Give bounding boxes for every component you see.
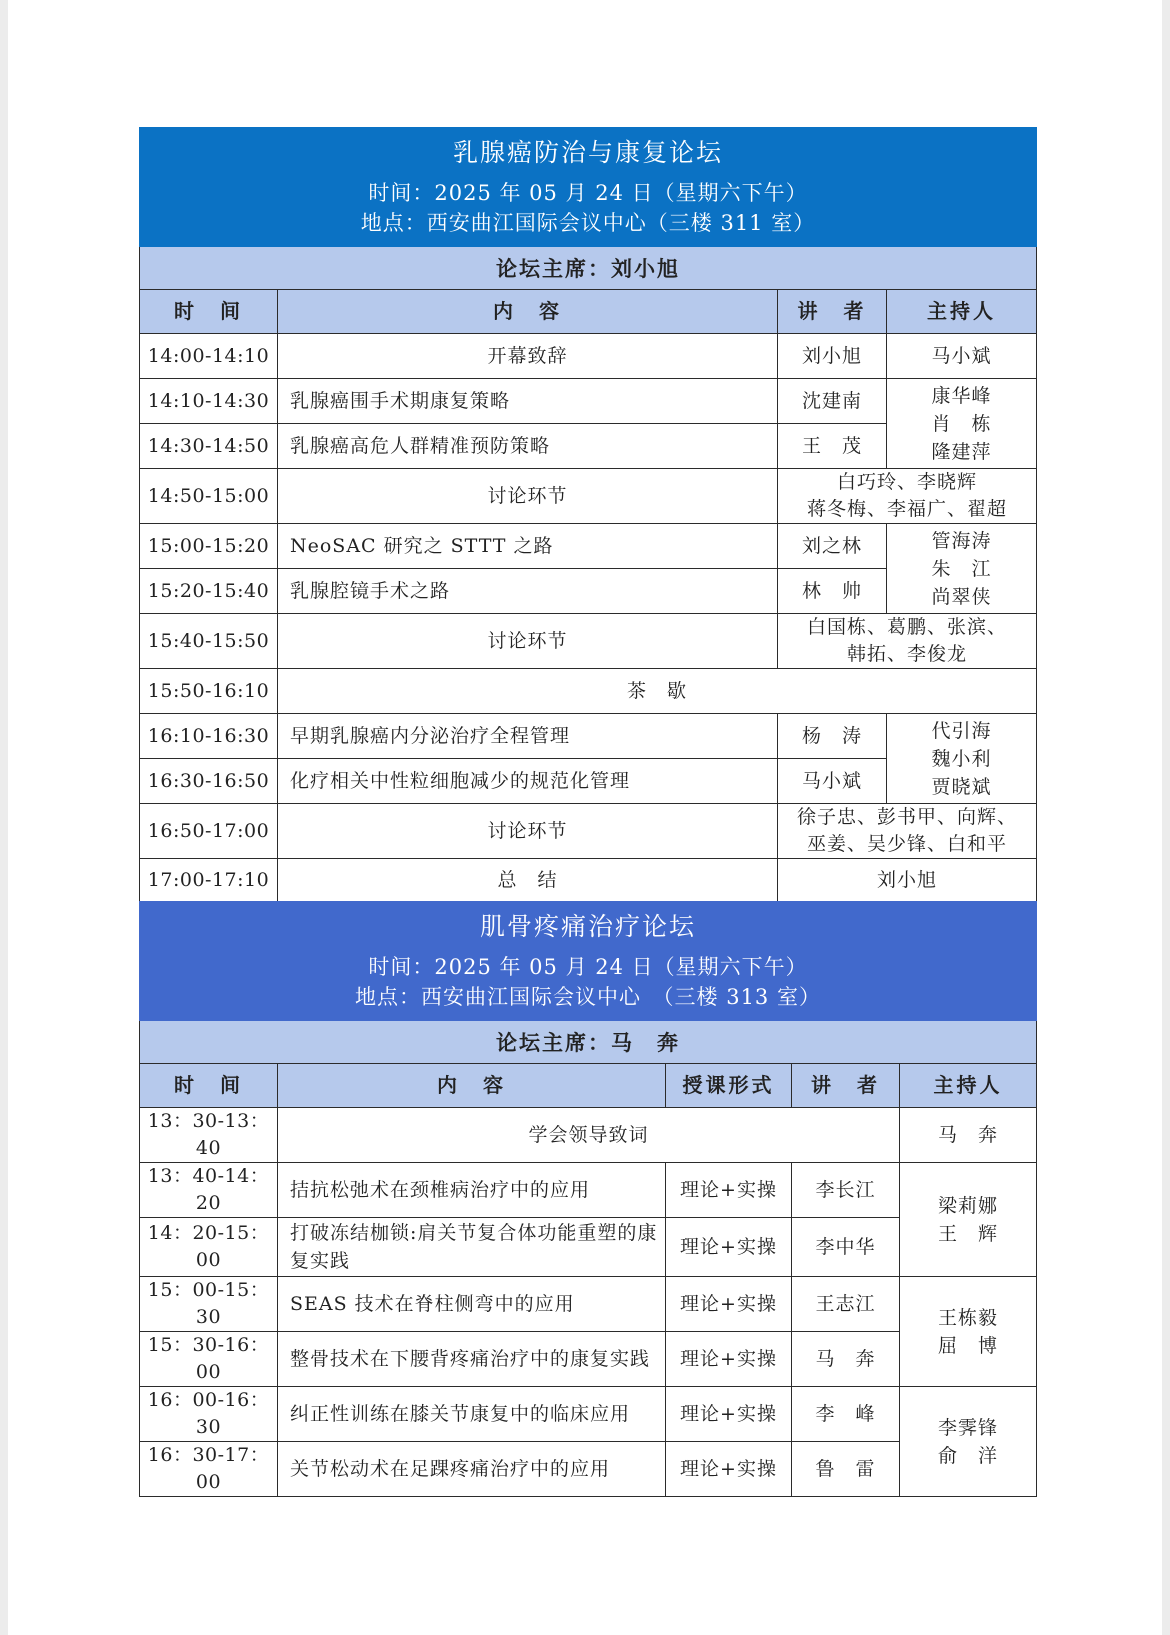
row-content: 讨论环节 bbox=[278, 469, 778, 524]
host-name: 管海涛 bbox=[931, 529, 992, 552]
host-name: 康华峰 bbox=[931, 384, 992, 407]
row-time: 16：00-16：30 bbox=[140, 1387, 278, 1442]
forum1-chair: 论坛主席：刘小旭 bbox=[140, 247, 1037, 290]
host-name: 朱 江 bbox=[931, 557, 992, 580]
discussant-line: 蒋冬梅、李福广、翟超 bbox=[806, 498, 1007, 520]
forum1-time: 时间：2025 年 05 月 24 日（星期六下午） bbox=[368, 181, 808, 205]
row-time: 15：00-15：30 bbox=[140, 1277, 278, 1332]
discussant-line: 白国栋、葛鹏、张滨、 bbox=[806, 616, 1007, 638]
row-time: 16:50-17:00 bbox=[140, 804, 278, 859]
forum2-banner bbox=[140, 902, 1037, 1021]
row-speaker: 马小斌 bbox=[778, 759, 887, 804]
row-speaker: 刘之林 bbox=[778, 524, 887, 569]
row-time: 14:10-14:30 bbox=[140, 379, 278, 424]
row-time: 17:00-17:10 bbox=[140, 859, 278, 902]
discussant-line: 白巧玲、李晓辉 bbox=[836, 471, 977, 493]
header-time: 时 间 bbox=[140, 290, 278, 334]
row-content: 茶 歇 bbox=[278, 669, 1037, 714]
row-format: 理论+实操 bbox=[666, 1442, 792, 1497]
row-speaker: 李 峰 bbox=[792, 1387, 900, 1442]
row-host bbox=[887, 379, 1037, 469]
row-speaker: 杨 涛 bbox=[778, 714, 887, 759]
host-name: 魏小利 bbox=[931, 747, 992, 770]
header-host: 主持人 bbox=[887, 290, 1037, 334]
forum2-venue: 地点：西安曲江国际会议中心 （三楼 313 室） bbox=[355, 985, 821, 1009]
row-content: 讨论环节 bbox=[278, 804, 778, 859]
row-speaker: 李长江 bbox=[792, 1163, 900, 1218]
host-name: 肖 栋 bbox=[931, 412, 992, 435]
row-time: 15:20-15:40 bbox=[140, 569, 278, 614]
row-host: 马 奔 bbox=[900, 1108, 1037, 1163]
row-speaker: 王志江 bbox=[792, 1277, 900, 1332]
table-row bbox=[140, 1163, 1037, 1218]
table-row bbox=[140, 524, 1037, 569]
row-format: 理论+实操 bbox=[666, 1218, 792, 1277]
row-time: 14：20-15：00 bbox=[140, 1218, 278, 1277]
row-content: 讨论环节 bbox=[278, 614, 778, 669]
row-discussants bbox=[778, 469, 1037, 524]
host-name: 俞 洋 bbox=[938, 1444, 999, 1467]
row-host bbox=[900, 1277, 1037, 1387]
row-format: 理论+实操 bbox=[666, 1332, 792, 1387]
row-format: 理论+实操 bbox=[666, 1277, 792, 1332]
row-time: 15:00-15:20 bbox=[140, 524, 278, 569]
row-speaker: 鲁 雷 bbox=[792, 1442, 900, 1497]
table-row bbox=[140, 469, 1037, 524]
header-format: 授课形式 bbox=[666, 1064, 792, 1108]
row-speaker: 林 帅 bbox=[778, 569, 887, 614]
table-row bbox=[140, 804, 1037, 859]
row-time: 16：30-17：00 bbox=[140, 1442, 278, 1497]
table-row bbox=[140, 859, 1037, 902]
row-content bbox=[278, 1218, 666, 1277]
row-speaker: 王 茂 bbox=[778, 424, 887, 469]
table-row bbox=[140, 1108, 1037, 1163]
table-row bbox=[140, 334, 1037, 379]
header-content: 内 容 bbox=[278, 1064, 666, 1108]
host-name: 代引海 bbox=[931, 719, 992, 742]
discussant-line: 徐子忠、彭书甲、向辉、 bbox=[796, 806, 1017, 828]
table-row bbox=[140, 669, 1037, 714]
row-time: 15:40-15:50 bbox=[140, 614, 278, 669]
row-time: 14:00-14:10 bbox=[140, 334, 278, 379]
row-content: 纠正性训练在膝关节康复中的临床应用 bbox=[278, 1387, 666, 1442]
forum2-table bbox=[139, 901, 1037, 1497]
table-row bbox=[140, 714, 1037, 759]
row-speaker: 马 奔 bbox=[792, 1332, 900, 1387]
row-speaker: 沈建南 bbox=[778, 379, 887, 424]
row-time: 16:10-16:30 bbox=[140, 714, 278, 759]
forum1-venue: 地点：西安曲江国际会议中心（三楼 311 室） bbox=[360, 211, 816, 235]
row-content: 开幕致辞 bbox=[278, 334, 778, 379]
discussant-line: 韩拓、李俊龙 bbox=[846, 643, 967, 665]
row-time: 16:30-16:50 bbox=[140, 759, 278, 804]
host-name: 王栋毅 bbox=[938, 1306, 999, 1329]
row-format: 理论+实操 bbox=[666, 1387, 792, 1442]
row-format: 理论+实操 bbox=[666, 1163, 792, 1218]
header-content: 内 容 bbox=[278, 290, 778, 334]
row-content: 总 结 bbox=[278, 859, 778, 902]
forum2-title: 肌骨疼痛治疗论坛 bbox=[480, 912, 697, 941]
header-speaker: 讲 者 bbox=[792, 1064, 900, 1108]
table-row bbox=[140, 614, 1037, 669]
content-line: 打破冻结枷锁:肩关节复合体功能重塑的康 bbox=[290, 1222, 658, 1244]
row-time: 15：30-16：00 bbox=[140, 1332, 278, 1387]
row-host bbox=[887, 714, 1037, 804]
row-content: 整骨技术在下腰背疼痛治疗中的康复实践 bbox=[278, 1332, 666, 1387]
header-time: 时 间 bbox=[140, 1064, 278, 1108]
host-name: 隆建萍 bbox=[931, 440, 992, 463]
row-host bbox=[900, 1163, 1037, 1277]
row-content: NeoSAC 研究之 STTT 之路 bbox=[278, 524, 778, 569]
row-content: 乳腺腔镜手术之路 bbox=[278, 569, 778, 614]
host-name: 尚翠侠 bbox=[931, 585, 992, 608]
row-discussants bbox=[778, 804, 1037, 859]
row-content: 学会领导致词 bbox=[278, 1108, 900, 1163]
row-content: 早期乳腺癌内分泌治疗全程管理 bbox=[278, 714, 778, 759]
forum1-title: 乳腺癌防治与康复论坛 bbox=[452, 138, 723, 167]
row-time: 14:30-14:50 bbox=[140, 424, 278, 469]
row-content: 关节松动术在足踝疼痛治疗中的应用 bbox=[278, 1442, 666, 1497]
table-row bbox=[140, 1277, 1037, 1332]
row-content: 乳腺癌高危人群精准预防策略 bbox=[278, 424, 778, 469]
host-name: 屈 博 bbox=[938, 1334, 999, 1357]
row-speaker: 刘小旭 bbox=[778, 859, 1037, 902]
row-speaker: 刘小旭 bbox=[778, 334, 887, 379]
header-speaker: 讲 者 bbox=[778, 290, 887, 334]
table-row bbox=[140, 1387, 1037, 1442]
table-row bbox=[140, 379, 1037, 424]
host-name: 梁莉娜 bbox=[938, 1194, 999, 1217]
forum1-table bbox=[139, 127, 1037, 902]
forum2-time: 时间：2025 年 05 月 24 日（星期六下午） bbox=[368, 955, 808, 979]
forum1-banner bbox=[140, 128, 1037, 247]
host-name: 贾晓斌 bbox=[931, 775, 992, 798]
row-time: 13：40-14：20 bbox=[140, 1163, 278, 1218]
row-host bbox=[900, 1387, 1037, 1497]
row-host bbox=[887, 524, 1037, 614]
host-name: 李霁锋 bbox=[938, 1416, 999, 1439]
forum2-chair: 论坛主席：马 奔 bbox=[140, 1021, 1037, 1064]
schedule-document bbox=[139, 127, 1036, 1497]
page bbox=[8, 0, 1162, 1635]
row-content: 化疗相关中性粒细胞减少的规范化管理 bbox=[278, 759, 778, 804]
host-name: 王 辉 bbox=[938, 1222, 999, 1245]
row-host: 马小斌 bbox=[887, 334, 1037, 379]
discussant-line: 巫姜、吴少锋、白和平 bbox=[806, 833, 1007, 855]
content-line: 复实践 bbox=[290, 1250, 351, 1272]
row-time: 14:50-15:00 bbox=[140, 469, 278, 524]
row-content: SEAS 技术在脊柱侧弯中的应用 bbox=[278, 1277, 666, 1332]
row-content: 乳腺癌围手术期康复策略 bbox=[278, 379, 778, 424]
header-host: 主持人 bbox=[900, 1064, 1037, 1108]
row-discussants bbox=[778, 614, 1037, 669]
row-speaker: 李中华 bbox=[792, 1218, 900, 1277]
row-content: 拮抗松弛术在颈椎病治疗中的应用 bbox=[278, 1163, 666, 1218]
row-time: 15:50-16:10 bbox=[140, 669, 278, 714]
row-time: 13：30-13：40 bbox=[140, 1108, 278, 1163]
